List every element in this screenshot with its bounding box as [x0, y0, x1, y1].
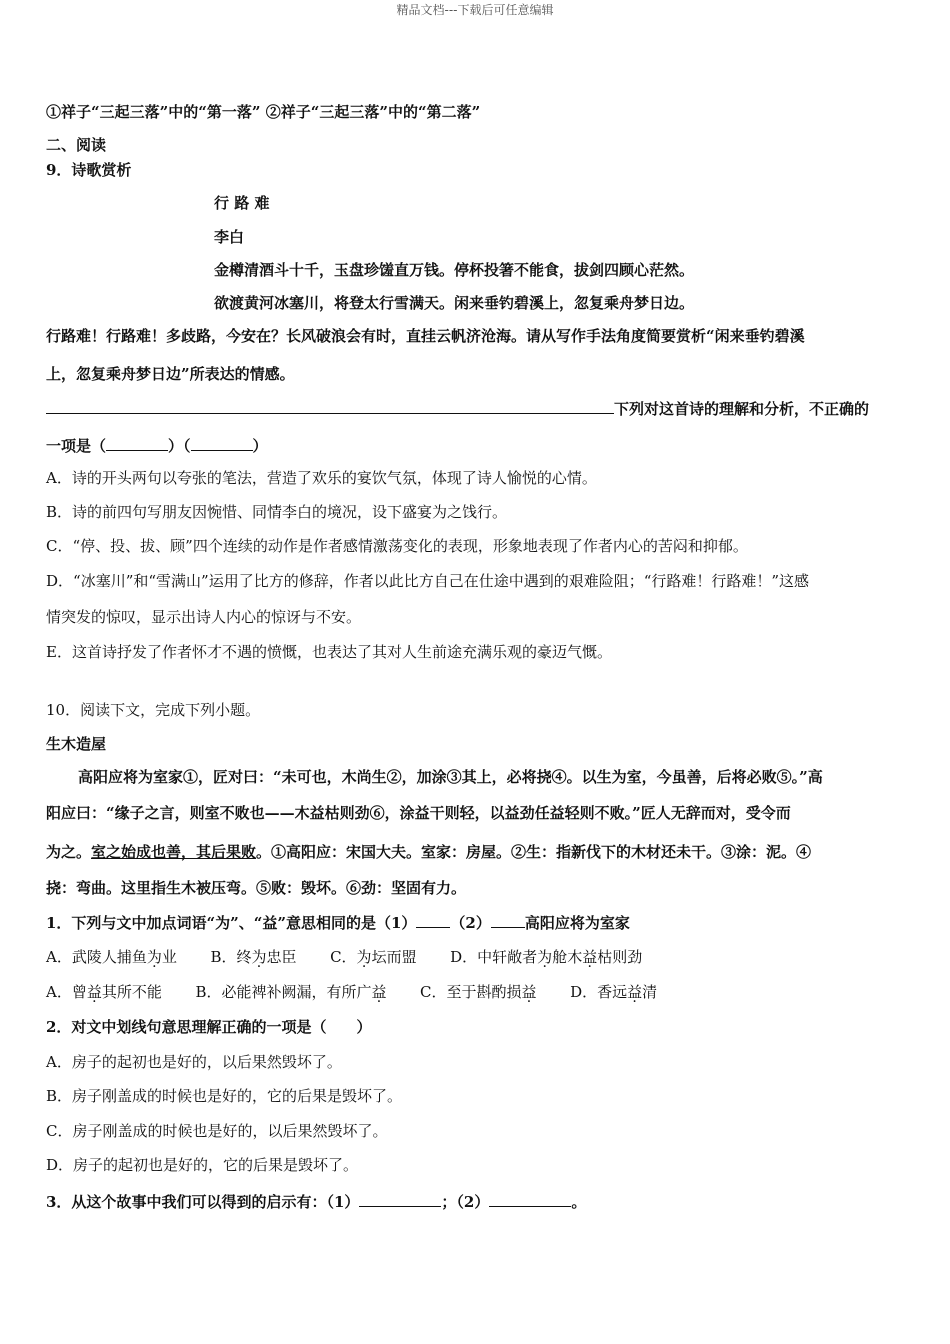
section-title: 二、阅读 — [46, 136, 107, 154]
sub-q3-text-a: 3．从这个故事中我们可以得到的启示有：（1） — [46, 1193, 360, 1211]
opt: B．终 — [210, 948, 252, 966]
q9-question-line-2 — [46, 434, 268, 456]
sub-q2-option-a: A．房子的起初也是好的，以后果然毁坏了。 — [46, 1053, 342, 1071]
q9-q-text-c: ） — [252, 437, 268, 455]
dotted-char: 为 — [251, 948, 267, 966]
dotted-char: 为 — [356, 948, 372, 966]
dotted-char: 益 — [582, 948, 598, 966]
opt: 业 — [161, 948, 177, 966]
opt: 其所不能 — [101, 983, 162, 1001]
poem-title: 行 路 难 — [214, 194, 270, 212]
sub-q3-text-c: 。 — [571, 1193, 587, 1211]
answer-blank-4[interactable] — [491, 911, 525, 928]
sub-q2-option-b: B．房子刚盖成的时候也是好的，它的后果是毁坏了。 — [46, 1087, 403, 1105]
q10-title: 10．阅读下文，完成下列小题。 — [46, 701, 261, 719]
dotted-char: 益 — [371, 983, 387, 1001]
passage-text: 为之。 — [46, 843, 92, 861]
passage-line-4: 挠：弯曲。这里指生木被压弯。⑤败：毁坏。⑥劲：坚固有力。 — [46, 879, 467, 897]
question-8-options: ①祥子“三起三落”中的“第一落” ②祥子“三起三落”中的“第二落” — [46, 103, 481, 121]
q9-q-text-b: ）（ — [168, 437, 191, 455]
opt: C． — [330, 948, 357, 966]
opt: D．中轩敞者 — [450, 948, 538, 966]
underlined-sentence: 室之始成也善，其后果败 — [91, 843, 257, 861]
q9-option-d-2: 情突发的惊叹，显示出诗人内心的惊讶与不安。 — [46, 608, 362, 626]
sub-q1-text-a: 1．下列与文中加点词语“为”、“益”意思相同的是（1） — [46, 914, 417, 932]
opt: D．香远 — [570, 983, 628, 1001]
q9-option-e: E．这首诗抒发了作者怀才不遇的愤慨，也表达了其对人生前途充满乐观的豪迈气慨。 — [46, 643, 612, 661]
opt: A．曾 — [46, 983, 87, 1001]
q9-option-a: A．诗的开头两句以夸张的笔法，营造了欢乐的宴饮气氛，体现了诗人愉悦的心情。 — [46, 469, 597, 487]
poem-line-2: 欲渡黄河冰塞川，将登太行雪满天。闲来垂钓碧溪上，忽复乘舟梦日边。 — [214, 294, 695, 312]
opt: 枯则劲 — [597, 948, 643, 966]
q9-q-text-a: 一项是（ — [46, 437, 107, 455]
passage-line-3 — [46, 842, 811, 862]
page-header: 精品文档---下载后可任意编辑 — [396, 3, 554, 17]
dotted-char: 益 — [521, 983, 537, 1001]
sub-q1-text-b: （2） — [450, 914, 491, 932]
sub-question-1 — [46, 911, 630, 933]
sub-q2-option-d: D．房子的起初也是好的，它的后果是毁坏了。 — [46, 1156, 359, 1174]
answer-blank-3[interactable] — [416, 911, 450, 928]
poem-author: 李白 — [214, 228, 245, 246]
passage-line-2: 阳应曰：“缘子之言，则室不败也——木益枯则劲⑥，涂益干则轻，以益劲任益轻则不败。”匠人无辞而对，受令而 — [46, 804, 791, 822]
answer-blank-6[interactable] — [489, 1190, 571, 1207]
poem-line-4: 上，忽复乘舟梦日边”所表达的情感。 — [46, 365, 295, 383]
opt: 坛而盟 — [371, 948, 417, 966]
q9-option-d-1: D．“冰塞川”和“雪满山”运用了比方的修辞，作者以此比方自己在仕途中遇到的艰难险阻；“行路难！行路难！”这感 — [46, 572, 810, 590]
opt: B．必能裨补阙漏，有所广 — [195, 983, 372, 1001]
dotted-char: 益 — [86, 983, 102, 1001]
answer-blank-1[interactable] — [106, 434, 168, 451]
poem-line-1: 金樽清酒斗十千，玉盘珍馐直万钱。停杯投箸不能食，拔剑四顾心茫然。 — [214, 261, 695, 279]
q9-question-text: 下列对这首诗的理解和分析，不正确的 — [614, 400, 870, 418]
annotation-text: 。①高阳应：宋国大夫。室家：房屋。②生：指新伐下的木材还未干。③涂：泥。④ — [256, 843, 812, 861]
sub-q1-row-1 — [46, 947, 642, 967]
sub-q3-text-b: ；（2） — [441, 1193, 490, 1211]
sub-q2-option-c: C．房子刚盖成的时候也是好的，以后果然毁坏了。 — [46, 1122, 388, 1140]
opt: 舱木 — [552, 948, 583, 966]
q9-option-b: B．诗的前四句写朋友因惋惜、同情李白的境况，设下盛宴为之饯行。 — [46, 503, 508, 521]
answer-blank-5[interactable] — [359, 1190, 441, 1207]
sub-question-3 — [46, 1190, 586, 1212]
q9-question-line — [46, 397, 869, 419]
answer-blank[interactable] — [46, 397, 614, 414]
poem-line-3: 行路难！行路难！多歧路，今安在？长风破浪会有时，直挂云帆济沧海。请从写作手法角度简要赏析“闲来垂钓碧溪 — [46, 327, 805, 345]
passage-line-1: 高阳应将为室家①，匠对曰：“未可也，木尚生②，加涂③其上，必将挠④。以生为室，今虽善，后将必败⑤。”高 — [78, 768, 823, 786]
sub-q1-text-c: 高阳应将为室家 — [524, 914, 630, 932]
dotted-char: 益 — [627, 983, 643, 1001]
q9-option-c: C．“停、投、拔、顾”四个连续的动作是作者感情激荡变化的表现，形象地表现了作者内心的苦闷和抑郁。 — [46, 537, 748, 555]
dotted-char: 为 — [146, 948, 162, 966]
opt: A．武陵人捕鱼 — [46, 948, 147, 966]
opt: C．至于斟酌损 — [420, 983, 522, 1001]
q9-title: 9．诗歌赏析 — [46, 161, 132, 179]
passage-title: 生木造屋 — [46, 735, 107, 753]
opt: 忠臣 — [266, 948, 297, 966]
sub-q1-row-2 — [46, 982, 657, 1002]
opt: 清 — [642, 983, 658, 1001]
answer-blank-2[interactable] — [191, 434, 253, 451]
dotted-char: 为 — [537, 948, 553, 966]
sub-question-2: 2．对文中划线句意思理解正确的一项是（ ） — [46, 1018, 372, 1036]
